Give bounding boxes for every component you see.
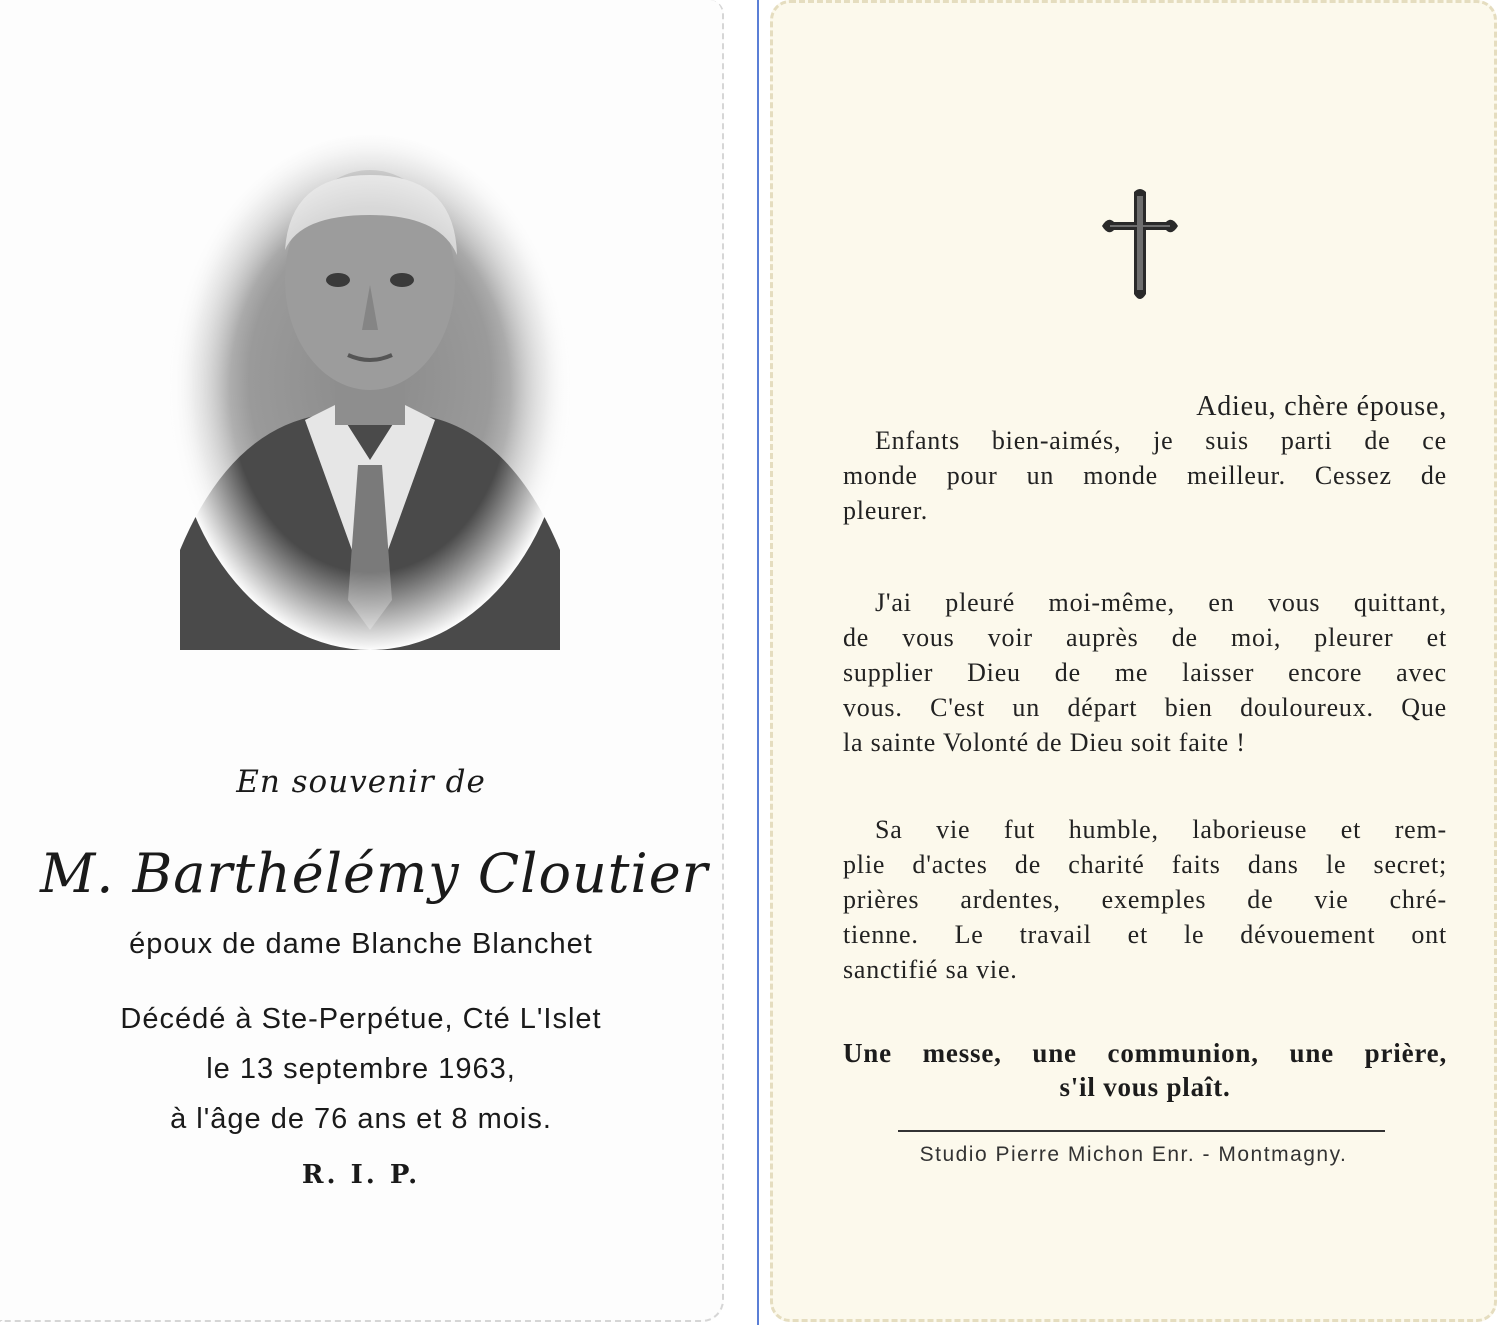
paragraph-line: Sa vie fut humble, laborieuse et rem- [875,815,1447,844]
paragraph-life [843,815,1447,990]
page-divider [757,0,759,1325]
separator-line [898,1130,1385,1132]
paragraph-line: tienne. Le travail et le dévouement ont [843,920,1447,949]
age-at-death: à l'âge de 76 ans et 8 mois. [170,1103,552,1135]
paragraph-line: J'ai pleuré moi-même, en vous quittant, [875,588,1447,617]
deceased-name: M. Barthélémy Cloutier [40,842,709,905]
portrait-photo [170,130,570,650]
paragraph-farewell [843,426,1447,531]
paragraph-line: monde pour un monde meilleur. Cessez de [843,461,1447,490]
spouse-line: époux de dame Blanche Blanchet [129,928,593,960]
studio-credit: Studio Pierre Michon Enr. - Montmagny. [919,1143,1348,1166]
prayer-request-line: s'il vous plaît. [1059,1072,1231,1102]
paragraph-line: plie d'actes de charité faits dans le secret; [843,850,1447,879]
paragraph-line: de vous voir auprès de moi, pleurer et [843,623,1447,652]
prayer-request [843,1038,1447,1106]
paragraph-line: supplier Dieu de me laisser encore avec [843,658,1447,687]
prayer-request-line: Une messe, une communion, une prière, [843,1038,1447,1068]
paragraph-line: vous. C'est un départ bien douloureux. Que [843,693,1447,722]
paragraph-line: pleurer. [843,496,929,525]
paragraph-line: la sainte Volonté de Dieu soit faite ! [843,728,1246,757]
cross-icon [1100,186,1180,304]
memorial-card-back [770,0,1497,1322]
death-date: le 13 septembre 1963, [206,1053,516,1085]
paragraph-tears [843,588,1447,763]
rip-text: R. I. P. [301,1160,421,1190]
salutation: Adieu, chère épouse, [1196,391,1447,422]
paragraph-line: prières ardentes, exemples de vie chré- [843,885,1447,914]
death-place: Décédé à Ste-Perpétue, Cté L'Islet [120,1003,602,1035]
paragraph-line: sanctifié sa vie. [843,955,1018,984]
memorial-card-front [0,0,724,1322]
in-memory-of-text: En souvenir de [236,764,486,800]
paragraph-line: Enfants bien-aimés, je suis parti de ce [875,426,1447,455]
